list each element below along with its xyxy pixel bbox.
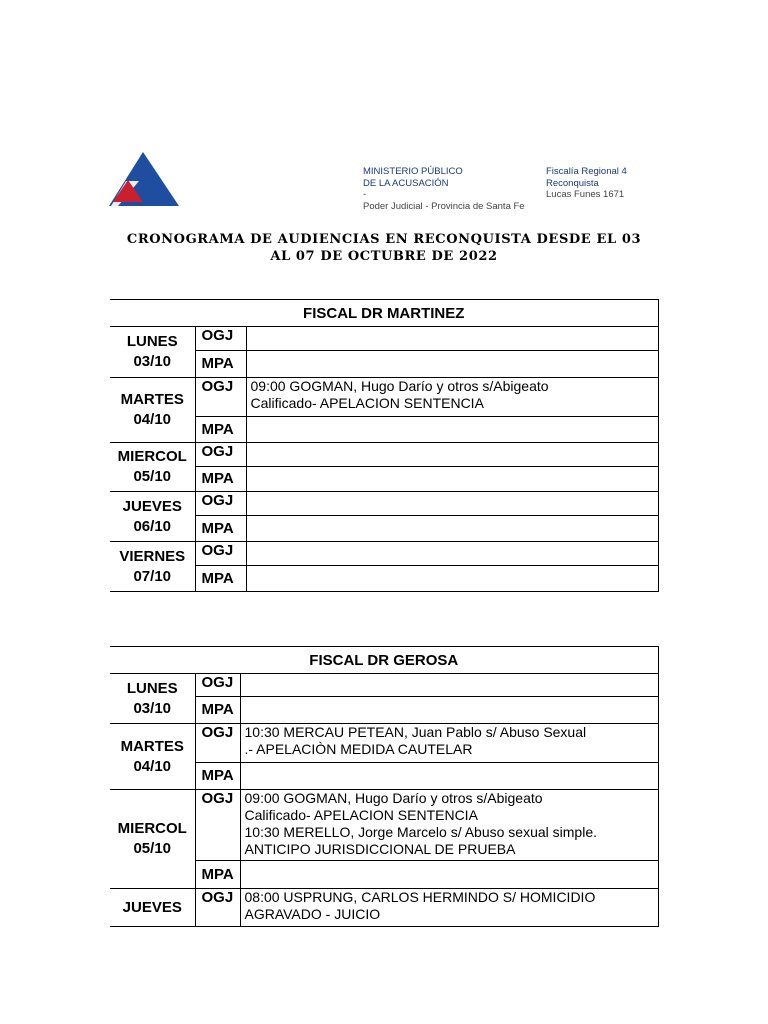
hearing-line: AGRAVADO - JUICIO: [244, 906, 381, 922]
fiscal-heading: FISCAL DR GEROSA: [110, 647, 658, 674]
org-header-left: [363, 166, 525, 212]
type-ogj: OGJ: [195, 492, 246, 516]
hearing-cell-empty: [240, 861, 658, 889]
day-name: LUNES: [126, 333, 178, 350]
hearing-line: 08:00 USPRUNG, CARLOS HERMINDO S/ HOMICIDIO: [244, 889, 596, 905]
day-name: MIERCOL: [117, 820, 187, 837]
type-mpa: MPA: [195, 351, 246, 378]
fiscalia-name: Fiscalía Regional 4: [546, 166, 627, 177]
day-date: 05/10: [133, 468, 172, 485]
type-ogj: OGJ: [195, 443, 246, 467]
day-name: MARTES: [120, 391, 184, 408]
fiscalia-city: Reconquista: [546, 177, 599, 189]
type-ogj: OGJ: [195, 724, 240, 763]
day-date: 07/10: [133, 567, 172, 585]
hearing-cell: [240, 790, 658, 861]
type-ogj: OGJ: [195, 674, 240, 697]
type-ogj: OGJ: [195, 889, 240, 927]
day-date: 04/10: [133, 411, 172, 428]
hearing-line: Calificado- APELACION SENTENCIA: [244, 807, 478, 823]
day-name: MARTES: [120, 737, 184, 755]
day-name: VIERNES: [119, 547, 186, 565]
day-date: 03/10: [133, 353, 172, 370]
hearing-line: 10:30 MERELLO, Jorge Marcelo s/ Abuso sexual simple.: [244, 824, 598, 840]
day-date: 05/10: [133, 840, 172, 857]
day-name: JUEVES: [122, 497, 182, 515]
schedule-table-martinez: [110, 299, 659, 592]
day-name: MIERCOL: [117, 448, 187, 465]
day-name: JUEVES: [122, 898, 182, 916]
org-separator: -: [363, 189, 367, 200]
day-cell: [110, 674, 195, 724]
day-cell: [110, 542, 195, 592]
page-title-line-1: CRONOGRAMA DE AUDIENCIAS EN RECONQUISTA DESDE EL 03: [126, 232, 642, 247]
hearing-cell-empty: [246, 492, 658, 516]
type-mpa: MPA: [195, 861, 240, 889]
type-ogj: OGJ: [195, 542, 246, 566]
type-ogj: OGJ: [195, 327, 246, 351]
fiscalia-address: Lucas Funes 1671: [546, 189, 625, 200]
type-mpa: MPA: [195, 467, 246, 492]
type-mpa: MPA: [195, 697, 240, 724]
hearing-cell-empty: [246, 351, 658, 378]
type-ogj: OGJ: [195, 790, 240, 861]
page-title-line-2: AL 07 DE OCTUBRE DE 2022: [270, 249, 498, 264]
hearing-line: .- APELACIÒN MEDIDA CAUTELAR: [244, 741, 473, 757]
hearing-cell: [240, 724, 658, 763]
hearing-cell-empty: [246, 467, 658, 492]
ministerio-logo-icon: [109, 150, 181, 210]
hearing-cell-empty: [246, 542, 658, 566]
day-cell: [110, 790, 195, 889]
type-ogj: OGJ: [195, 378, 246, 417]
day-cell: [110, 492, 195, 542]
hearing-cell-empty: [240, 697, 658, 724]
hearing-line: 10:30 MERCAU PETEAN, Juan Pablo s/ Abuso Sexual: [244, 724, 587, 740]
fiscal-heading: FISCAL DR MARTINEZ: [110, 300, 658, 327]
hearing-cell-empty: [246, 417, 658, 443]
hearing-line: Calificado- APELACION SENTENCIA: [250, 395, 484, 411]
day-cell: [110, 378, 195, 443]
day-cell: [110, 443, 195, 492]
page-title: [110, 231, 658, 265]
day-date: 06/10: [133, 517, 172, 535]
day-date: 03/10: [133, 699, 172, 717]
org-name-line: DE LA ACUSACIÓN: [363, 177, 449, 189]
day-cell: [110, 889, 195, 927]
hearing-line: 09:00 GOGMAN, Hugo Darío y otros s/Abigeato: [244, 790, 543, 806]
type-mpa: MPA: [195, 763, 240, 790]
org-header-right: [546, 166, 627, 201]
type-mpa: MPA: [195, 516, 246, 542]
hearing-cell: [240, 889, 658, 927]
type-mpa: MPA: [195, 566, 246, 592]
org-name-line: MINISTERIO PÚBLICO: [363, 166, 463, 177]
hearing-cell-empty: [240, 674, 658, 697]
hearing-cell-empty: [246, 443, 658, 467]
hearing-cell: [246, 378, 658, 417]
hearing-cell-empty: [240, 763, 658, 790]
hearing-line: ANTICIPO JURISDICCIONAL DE PRUEBA: [244, 841, 516, 857]
hearing-cell-empty: [246, 327, 658, 351]
hearing-cell-empty: [246, 516, 658, 542]
day-cell: [110, 327, 195, 378]
hearing-line: 09:00 GOGMAN, Hugo Darío y otros s/Abigeato: [250, 378, 549, 394]
org-subtitle: Poder Judicial - Provincia de Santa Fe: [363, 200, 525, 212]
schedule-table-gerosa: [110, 646, 659, 927]
day-name: LUNES: [126, 679, 178, 697]
hearing-cell-empty: [246, 566, 658, 592]
day-date: 04/10: [133, 757, 172, 775]
type-mpa: MPA: [195, 417, 246, 443]
day-cell: [110, 724, 195, 790]
